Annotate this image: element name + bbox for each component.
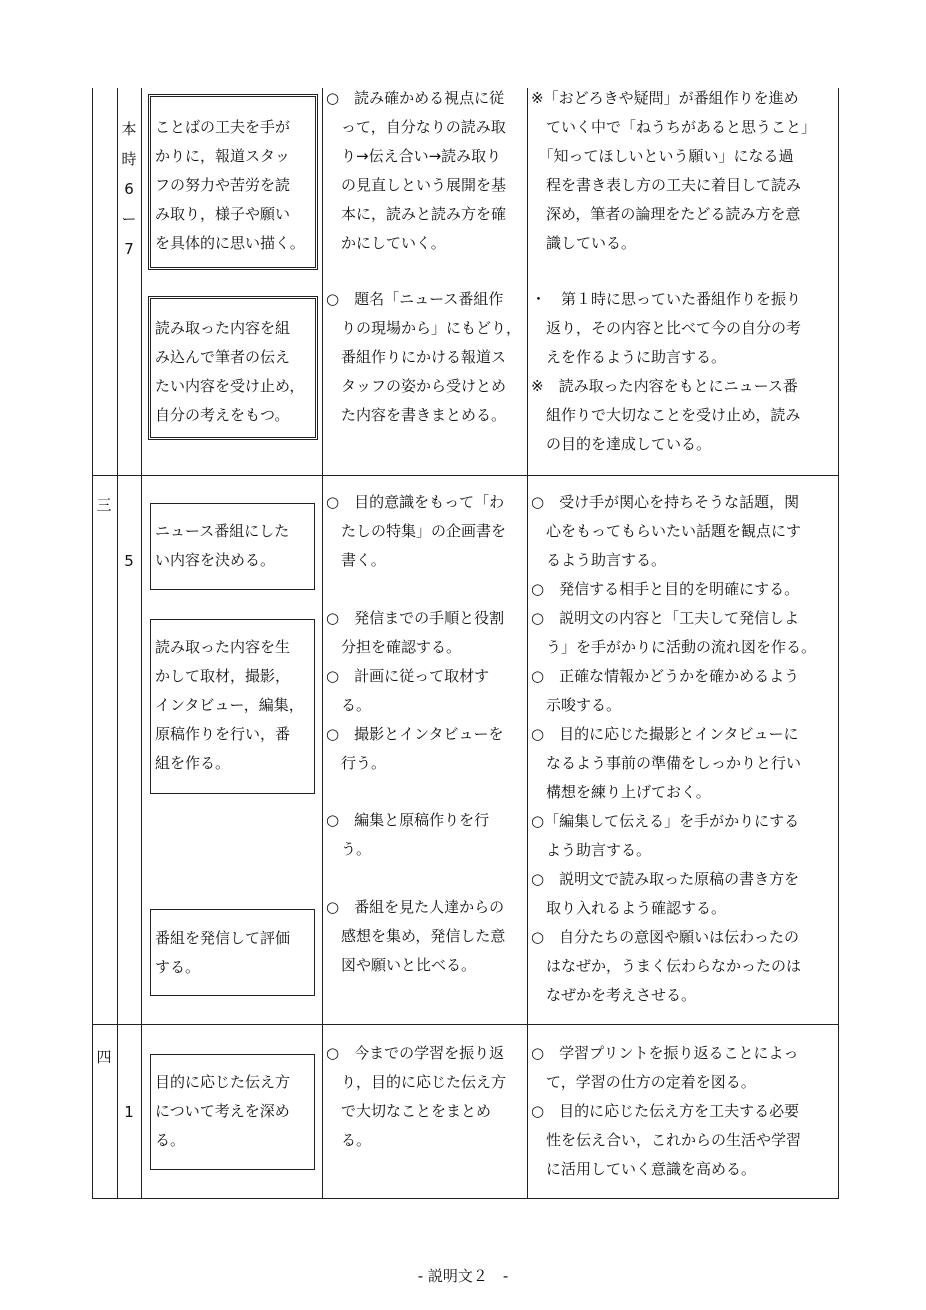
table-border-right <box>838 88 839 1198</box>
support-text: ・ 第１時に思っていた番組作りを振り 返り，その内容と比べて今の自分の考 えを作るように助言する。 ※ 読み取った内容をもとにニュース番 組作りで大切なことを受け止め，読み の目的を達成している。 <box>531 290 802 453</box>
goal-text: 読み取った内容を組 み込んで筆者の伝え たい内容を受け止め， 自分の考えをもつ。 <box>155 319 305 424</box>
activity-text: ○ 番組を見た人達からの 感想を集め，発信した意 図や願いと比べる。 <box>326 898 506 974</box>
hour-label <box>119 114 139 264</box>
table-border-bottom <box>92 1198 839 1199</box>
activity-column-divider <box>527 88 528 1198</box>
goal-column-divider <box>322 88 323 1198</box>
activity-text: ○ 今までの学習を振り返 り，目的に応じた伝え方 で大切なことをまとめ る。 <box>326 1044 507 1149</box>
table-border-left <box>92 88 93 1198</box>
row-divider-2 <box>92 1024 839 1025</box>
activity-text: ○ 題名「ニュース番組作 りの現場から」にもどり， 番組作りにかける報道ス タッフの姿から受けとめ た内容を書きまとめる。 <box>326 290 522 424</box>
row-divider-1 <box>92 475 839 476</box>
activity-text: ○ 目的意識をもって「わ たしの特集」の企画書を 書く。 <box>326 493 507 569</box>
hour-char: 7 <box>124 240 134 258</box>
goal-text: 番組を発信して評価 する。 <box>155 929 291 976</box>
support-text: ○ 学習プリントを振り返ることによっ て，学習の仕方の定着を図る。 ○ 目的に応じた伝え方を工夫する必要 性を伝え合い，これからの生活や学習 に活用していく意識を高める。 <box>531 1044 802 1178</box>
page-footer: - 説明文２ - <box>417 1267 509 1285</box>
section-column-divider <box>117 88 118 1198</box>
hour-char: ー <box>121 210 137 228</box>
goal-text: ことばの工夫を手が かりに，報道スタッ フの努力や苦労を読 み取り，様子や願い を具体的に思い描く。 <box>155 118 305 252</box>
hour-char: 時 <box>121 150 137 168</box>
activity-text: ○ 発信までの手順と役割 分担を確認する。 ○ 計画に従って取材す る。 ○ 撮影とインタビューを 行う。 <box>326 609 505 772</box>
goal-text: ニュース番組にした い内容を決める。 <box>155 522 290 569</box>
activity-text: ○ 読み確かめる視点に従 って，自分なりの読み取 り→伝え合い→読み取り の見直しという展開を基 本に，読みと読み方を確 かにしていく。 <box>326 89 507 252</box>
goal-text: 読み取った内容を生 かして取材，撮影， インタビュー，編集， 原稿作りを行い，番 組を作る。 <box>155 638 304 772</box>
hour-char: 6 <box>124 180 134 198</box>
hour-char: 本 <box>121 120 137 138</box>
hour-label: 5 <box>124 552 134 570</box>
hour-column-divider <box>141 88 142 1198</box>
support-text: ※「おどろきや疑問」が番組作りを進め ていく中で「ねうちがあると思うこと」 「知ってほしいという願い」になる過 程を書き表し方の工夫に着目して読み 深め，筆者の論理をたどる読み方を意 識している。 <box>531 89 817 252</box>
section-label: 四 <box>96 1048 112 1066</box>
support-text: ○ 受け手が関心を持ちそうな話題，関 心をもってもらいたい話題を観点にす るよう助言する。 ○ 発信する相手と目的を明確にする。 ○ 説明文の内容と「工夫して発信しよ う」を手がかりに活動の流れ図を作る。 ○ 正確な情報かどうかを確かめるよう 示唆する。 ○ 目的に応じた撮影とインタビューに なるよう事前の準備をしっかりと行い 構想を練り上げておく。 ○「編集して伝える」を手がかりにする よう助言する。 ○ 説明文で読み取った原稿の書き方を 取り入れるよう確認する。 ○ 自分たちの意図や願いは伝わったの はなぜか，うまく伝わらなかったのは なぜかを考えさせる。 <box>531 493 817 1004</box>
hour-label: 1 <box>124 1103 134 1121</box>
goal-text: 目的に応じた伝え方 について考えを深め る。 <box>155 1073 291 1149</box>
section-label: 三 <box>96 496 112 514</box>
activity-text: ○ 編集と原稿作りを行 う。 <box>326 811 490 858</box>
